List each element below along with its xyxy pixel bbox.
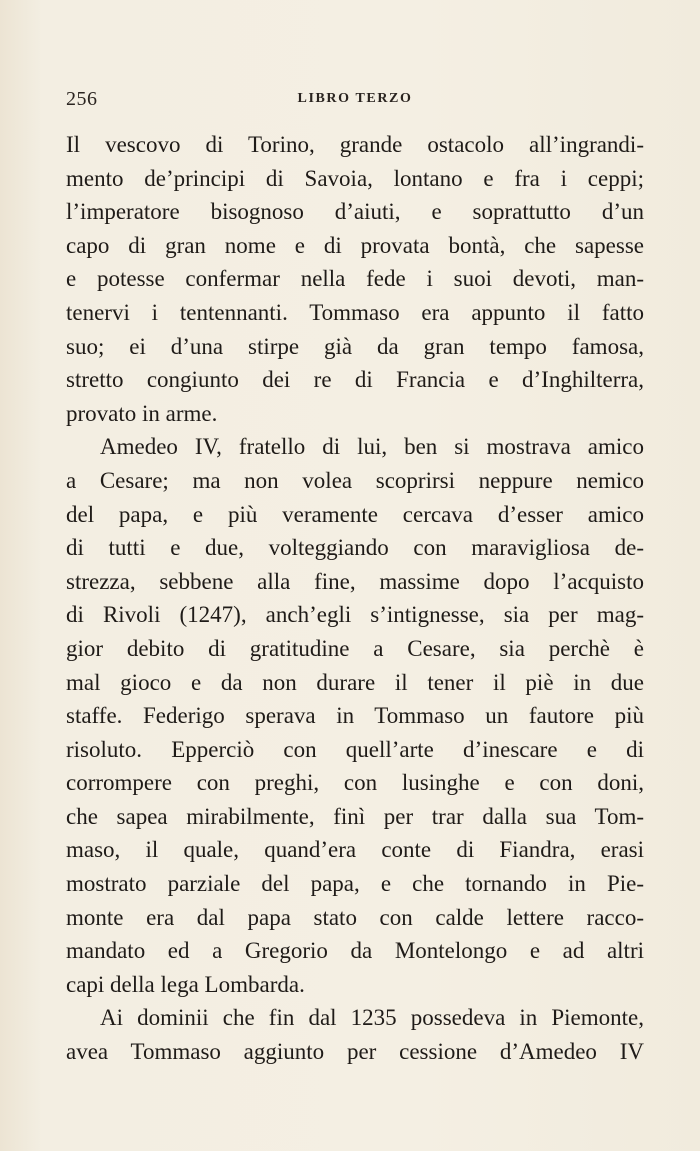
running-header [66, 88, 644, 112]
text-line: mento de’principi di Savoia, lontano e fra i ceppi; [66, 165, 644, 191]
text-line: Il vescovo di Torino, grande ostacolo all’ingrandi- [66, 132, 644, 157]
text-line: monte era dal papa stato con calde lettere racco- [66, 904, 644, 930]
text-line: stretto congiunto dei re di Francia e d’Inghilterra, [66, 367, 644, 393]
paragraph-first-line: Amedeo IV, fratello di lui, ben si mostrava amico [100, 434, 644, 460]
text-line: staffe. Federigo sperava in Tommaso un fautore più [66, 703, 644, 729]
text-line: provato in arme. [66, 400, 218, 426]
text-line: che sapea mirabilmente, finì per trar dalla sua Tom- [66, 803, 644, 829]
text-line: tenervi i tentennanti. Tommaso era appunto il fatto [66, 299, 644, 325]
text-line: strezza, sebbene alla fine, massime dopo l’acquisto [66, 568, 644, 594]
text-line: mostrato parziale del papa, e che tornando in Pie- [66, 871, 644, 897]
text-line: mal gioco e da non durare il tener il piè in due [66, 669, 644, 695]
text-line: l’imperatore bisognoso d’aiuti, e soprattutto d’un [66, 199, 644, 225]
text-line: e potesse confermar nella fede i suoi devoti, man- [66, 266, 644, 292]
running-title: LIBRO TERZO [297, 91, 413, 106]
text-line: di Rivoli (1247), anch’egli s’intignesse, sia per mag- [66, 602, 644, 628]
page-number: 256 [66, 88, 98, 110]
text-line: capi della lega Lombarda. [66, 971, 305, 997]
text-line: a Cesare; ma non volea scoprirsi neppure nemico [66, 467, 644, 493]
paragraph-first-line: Ai dominii che fin dal 1235 possedeva in Piemonte, [100, 1005, 644, 1031]
text-line: di tutti e due, volteggiando con maravigliosa de- [66, 535, 644, 561]
text-line: suo; ei d’una stirpe già da gran tempo famosa, [66, 333, 644, 359]
text-line: gior debito di gratitudine a Cesare, sia perchè è [66, 635, 644, 661]
text-line: capo di gran nome e di provata bontà, che sapesse [66, 232, 644, 258]
text-line: mandato ed a Gregorio da Montelongo e ad altri [66, 938, 644, 964]
text-line: maso, il quale, quand’era conte di Fiandra, erasi [66, 837, 644, 863]
text-line: corrompere con preghi, con lusinghe e con doni, [66, 770, 644, 796]
text-line: del papa, e più veramente cercava d’esser amico [66, 501, 644, 527]
body-text [66, 128, 644, 1069]
text-line: avea Tommaso aggiunto per cessione d’Amedeo IV [66, 1039, 644, 1065]
text-line: risoluto. Epperciò con quell’arte d’inescare e di [66, 736, 644, 762]
